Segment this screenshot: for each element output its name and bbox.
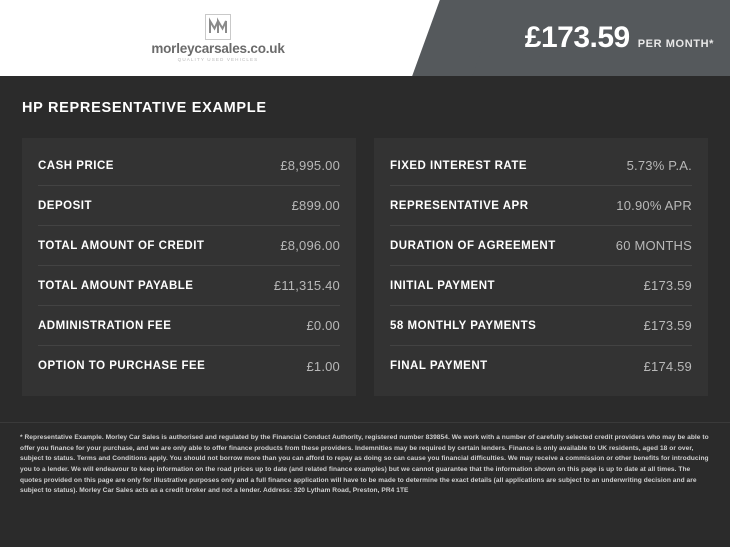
table-row	[38, 266, 340, 306]
row-label: OPTION TO PURCHASE FEE	[38, 360, 206, 372]
page-title: HP REPRESENTATIVE EXAMPLE	[22, 100, 267, 116]
morley-m-logo-icon	[205, 14, 231, 40]
table-row	[390, 306, 692, 346]
row-value: £1.00	[306, 358, 340, 374]
right-details-panel	[374, 138, 708, 396]
table-row	[390, 186, 692, 226]
row-label: CASH PRICE	[38, 159, 114, 172]
brand-area	[0, 0, 452, 76]
monthly-price-banner	[452, 0, 730, 76]
row-value: £8,096.00	[280, 238, 340, 253]
row-label: TOTAL AMOUNT PAYABLE	[38, 279, 194, 292]
logo[interactable]	[151, 14, 284, 63]
table-row	[390, 146, 692, 186]
row-label: 58 MONTHLY PAYMENTS	[390, 319, 537, 332]
title-bar	[0, 76, 730, 128]
table-row	[38, 146, 340, 186]
finance-details	[0, 128, 730, 396]
row-label: FIXED INTEREST RATE	[390, 159, 528, 172]
page-header	[0, 0, 730, 76]
table-row	[390, 226, 692, 266]
row-label: INITIAL PAYMENT	[390, 279, 496, 292]
row-value: £899.00	[291, 198, 340, 213]
table-row	[38, 346, 340, 386]
disclaimer-text: * Representative Example. Morley Car Sales is authorised and regulated by the Financial Conduct Authority, registered number 839854. We work with a number of carefully selected credit providers who may be able to offer you finance for your purchase, and we are only able to offer finance products from these providers. Indemnities may be required by certain lenders. Finance is only available to UK residents, aged 18 or over, subject to status. Terms and Conditions apply. You should not borrow more than you can afford to repay as doing so can cause you financial difficulties. We may receive a commission or other benefits for introducing you to a lender. We will endeavour to keep information on the road prices up to date (and related finance examples) but we cannot guarantee that the information shown on this page is up to date at all times. The quotes provided on this page are only for illustrative purposes only and a full finance application will have to be made to determine the exact details (all applications are subject to an underwriting decision and are subject to status). Morley Car Sales acts as a credit broker and not a lender. Address: 320 Lytham Road, Preston, PR4 1TE	[20, 434, 709, 495]
row-value: £0.00	[306, 318, 340, 333]
row-value: £8,995.00	[280, 158, 340, 173]
row-value: 60 MONTHS	[615, 238, 692, 253]
row-value: £11,315.40	[273, 278, 340, 293]
row-value: £173.59	[643, 278, 692, 293]
table-row	[38, 226, 340, 266]
table-row	[38, 186, 340, 226]
table-row	[38, 306, 340, 346]
row-label: FINAL PAYMENT	[390, 360, 488, 372]
monthly-price-amount: £173.59	[524, 21, 630, 54]
row-label: TOTAL AMOUNT OF CREDIT	[38, 239, 205, 252]
row-label: DEPOSIT	[38, 199, 92, 212]
row-value: 5.73% P.A.	[626, 158, 692, 173]
table-row	[390, 346, 692, 386]
table-row	[390, 266, 692, 306]
row-value: 10.90% APR	[616, 198, 692, 213]
price-row	[525, 23, 714, 53]
row-label: DURATION OF AGREEMENT	[390, 239, 556, 252]
logo-subtext: QUALITY USED VEHICLES	[177, 57, 259, 63]
monthly-price-period: PER MONTH*	[637, 38, 714, 50]
row-label: REPRESENTATIVE APR	[390, 199, 529, 212]
row-label: ADMINISTRATION FEE	[38, 319, 172, 332]
row-value: £174.59	[643, 358, 692, 374]
logo-text: morleycarsales.co.uk	[151, 40, 285, 56]
disclaimer-section	[0, 422, 730, 511]
row-value: £173.59	[643, 318, 692, 333]
left-details-panel	[22, 138, 356, 396]
